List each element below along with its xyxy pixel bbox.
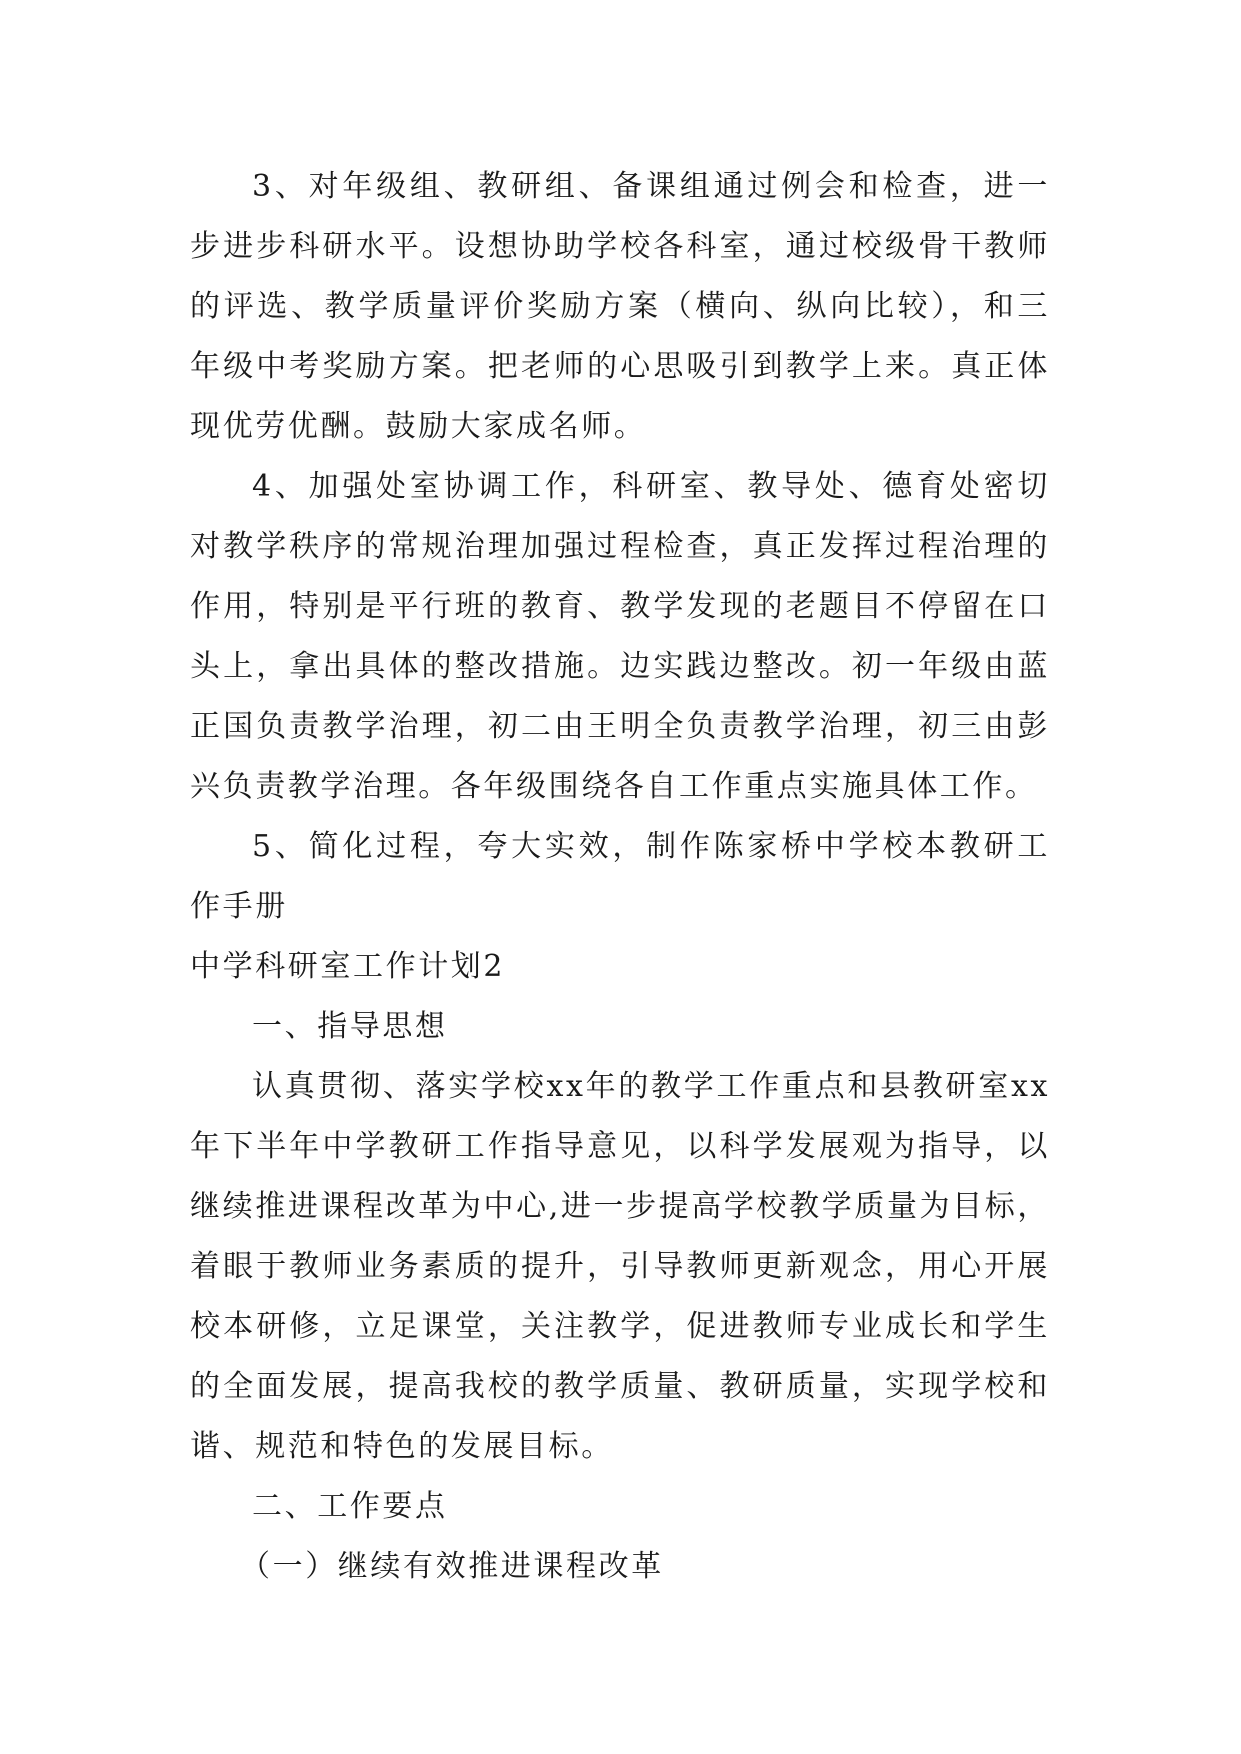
heading-guiding-ideology: 一、指导思想 bbox=[252, 1009, 448, 1044]
paragraph-guiding-ideology: 认真贯彻、落实学校xx年的教学工作重点和县教研室xx年下半年中学教研工作指导意见，以科学发展观为指导，以继续推进课程改革为中心,进一步提高学校教学质量为目标，着眼于教师业务素质的提升，引导教师更新观念，用心开展校本研修，立足课堂，关注教学，促进教师专业成长和学生的全面发展，提高我校的教学质量、教研质量，实现学校和谐、规范和特色的发展目标。 bbox=[190, 1069, 1050, 1464]
paragraph-item-5: 5、简化过程，夸大实效，制作陈家桥中学校本教研工作手册 bbox=[190, 829, 1050, 924]
paragraph-item-3: 3、对年级组、教研组、备课组通过例会和检查，进一步进步科研水平。设想协助学校各科室，通过校级骨干教师的评选、教学质量评价奖励方案（横向、纵向比较），和三年级中考奖励方案。把老师的心思吸引到教学上来。真正体现优劳优酬。鼓励大家成名师。 bbox=[190, 169, 1050, 444]
heading-curriculum-reform: （一）继续有效推进课程改革 bbox=[240, 1549, 664, 1584]
document-body bbox=[190, 157, 1050, 1597]
paragraph-item-4: 4、加强处室协调工作，科研室、教导处、德育处密切对教学秩序的常规治理加强过程检查，真正发挥过程治理的作用，特别是平行班的教育、教学发现的老题目不停留在口头上，拿出具体的整改措施。边实践边整改。初一年级由蓝正国负责教学治理，初二由王明全负责教学治理，初三由彭兴负责教学治理。各年级围绕各自工作重点实施具体工作。 bbox=[190, 469, 1050, 804]
section-title: 中学科研室工作计划2 bbox=[190, 949, 506, 984]
heading-work-points: 二、工作要点 bbox=[252, 1489, 448, 1524]
